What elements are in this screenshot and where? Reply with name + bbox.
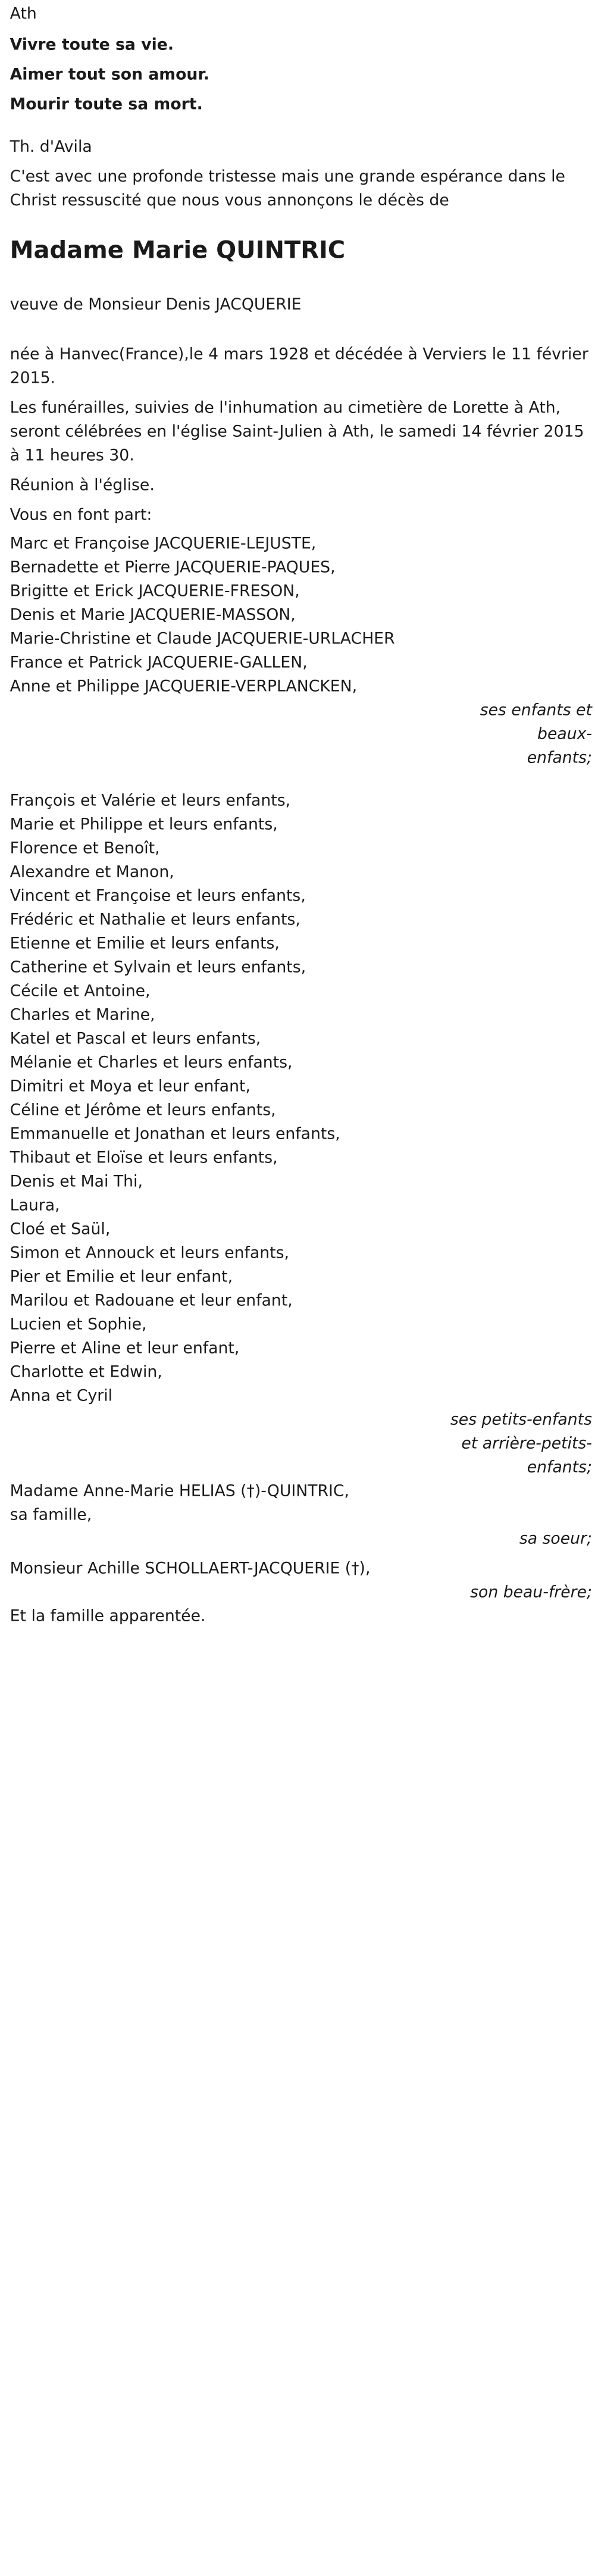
grandchildren-relation: ses petits-enfants et arrière-petits-enfants;: [450, 1409, 593, 1477]
quote: [10, 33, 595, 116]
funeral-details: Les funérailles, suivies de l'inhumation au cimetière de Lorette à Ath, seront célébrées en l'église Saint-Julien à Ath, le samedi 14 février 2015 à 11 heures 30.: [10, 398, 584, 465]
list-item: François et Valérie et leurs enfants,: [10, 790, 291, 810]
brother-in-law: Monsieur Achille SCHOLLAERT-JACQUERIE (†),: [10, 1558, 371, 1578]
list-item: Marie et Philippe et leurs enfants,: [10, 814, 278, 834]
list-item: Anne et Philippe JACQUERIE-VERPLANCKEN,: [10, 676, 358, 696]
announce: Vous en font part:: [10, 505, 152, 524]
list-item: Marc et Françoise JACQUERIE-LEJUSTE,: [10, 533, 317, 553]
brother-in-law-relation: son beau-frère;: [470, 1582, 593, 1602]
sister-list: [10, 1479, 595, 1527]
list-item: Charlotte et Edwin,: [10, 1362, 162, 1381]
list-item: Denis et Marie JACQUERIE-MASSON,: [10, 605, 296, 624]
family-note: Et la famille apparentée.: [10, 1606, 206, 1625]
list-item: Céline et Jérôme et leurs enfants,: [10, 1100, 276, 1120]
reunion: Réunion à l'église.: [10, 475, 155, 495]
list-item: Pier et Emilie et leur enfant,: [10, 1267, 233, 1286]
list-item: Pierre et Aline et leur enfant,: [10, 1338, 240, 1358]
list-item: Cloé et Saül,: [10, 1219, 111, 1239]
list-item: Marilou et Radouane et leur enfant,: [10, 1290, 293, 1310]
list-item: Dimitri et Moya et leur enfant,: [10, 1076, 250, 1096]
list-item: Cécile et Antoine,: [10, 981, 151, 1001]
list-item: Denis et Mai Thi,: [10, 1171, 143, 1191]
location: Ath: [10, 4, 37, 23]
children-relation: ses enfants et beaux-enfants;: [480, 700, 593, 767]
list-item: Alexandre et Manon,: [10, 862, 174, 881]
quote-line: Mourir toute sa mort.: [10, 94, 203, 114]
list-item: Charles et Marine,: [10, 1005, 155, 1024]
list-item: Anna et Cyril: [10, 1386, 113, 1405]
list-item: Brigitte et Erick JACQUERIE-FRESON,: [10, 581, 300, 601]
obituary: [0, 2, 595, 1628]
list-item: sa famille,: [10, 1505, 92, 1524]
list-item: Katel et Pascal et leurs enfants,: [10, 1028, 261, 1048]
list-item: France et Patrick JACQUERIE-GALLEN,: [10, 652, 308, 672]
children-list: [10, 532, 595, 698]
widow-of: veuve de Monsieur Denis JACQUERIE: [10, 295, 302, 314]
list-item: Madame Anne-Marie HELIAS (†)-QUINTRIC,: [10, 1481, 349, 1500]
list-item: Bernadette et Pierre JACQUERIE-PAQUES,: [10, 557, 336, 577]
list-item: Thibaut et Eloïse et leurs enfants,: [10, 1148, 278, 1167]
list-item: Etienne et Emilie et leurs enfants,: [10, 933, 280, 953]
quote-line: Aimer tout son amour.: [10, 64, 209, 84]
list-item: Laura,: [10, 1195, 60, 1215]
list-item: Catherine et Sylvain et leurs enfants,: [10, 957, 306, 977]
list-item: Marie-Christine et Claude JACQUERIE-URLACHER: [10, 629, 395, 648]
sister-relation: sa soeur;: [519, 1528, 593, 1548]
quote-line: Vivre toute sa vie.: [10, 35, 174, 54]
list-item: Florence et Benoît,: [10, 838, 160, 858]
list-item: Frédéric et Nathalie et leurs enfants,: [10, 909, 300, 929]
intro-text: C'est avec une profonde tristesse mais une grande espérance dans le Christ ressuscité que nous vous annonçons le décès de: [10, 167, 565, 210]
list-item: Mélanie et Charles et leurs enfants,: [10, 1052, 293, 1072]
birth-death: née à Hanvec(France),le 4 mars 1928 et décédée à Verviers le 11 février 2015.: [10, 344, 588, 387]
list-item: Simon et Annouck et leurs enfants,: [10, 1243, 290, 1262]
deceased-name: Madame Marie QUINTRIC: [10, 236, 346, 264]
list-item: Lucien et Sophie,: [10, 1314, 147, 1334]
grandchildren-list: [10, 789, 595, 1408]
list-item: Emmanuelle et Jonathan et leurs enfants,: [10, 1124, 340, 1143]
quote-author: Th. d'Avila: [10, 137, 92, 156]
list-item: Vincent et Françoise et leurs enfants,: [10, 886, 306, 905]
